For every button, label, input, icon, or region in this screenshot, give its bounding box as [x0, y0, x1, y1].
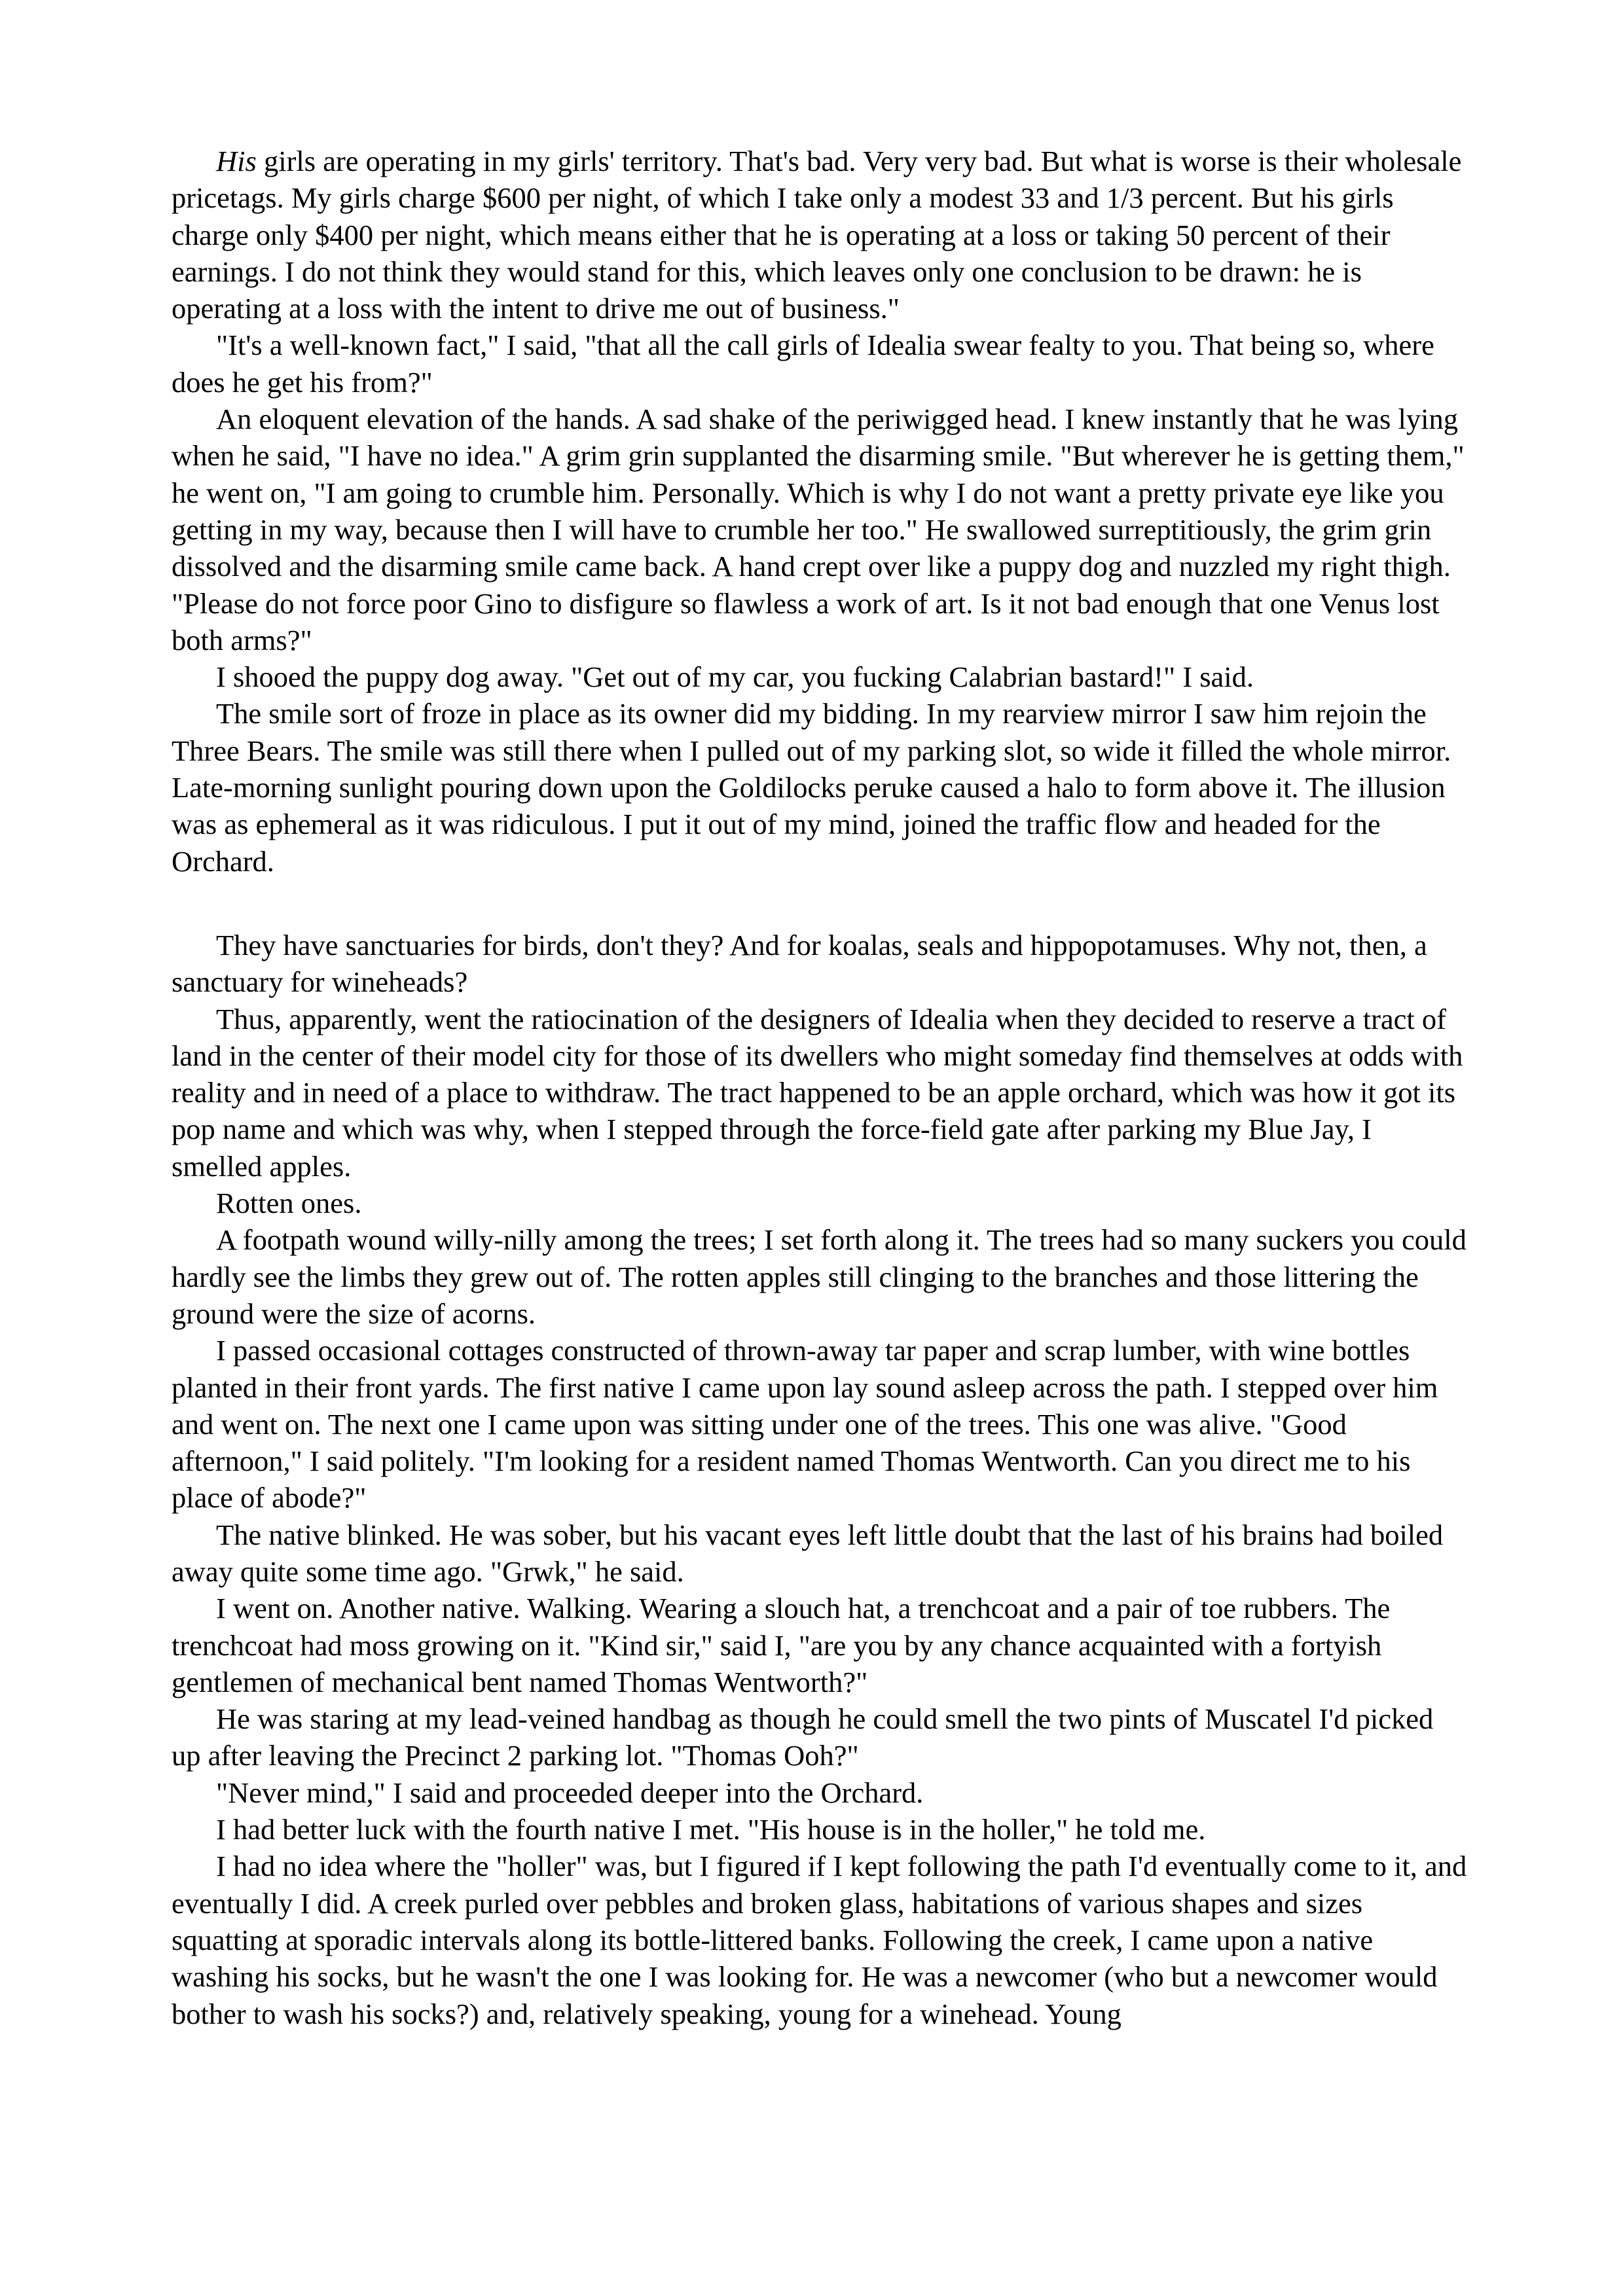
- paragraph-16: I had no idea where the "holler" was, but I figured if I kept following the path I'd eventually come to it, and eventually I did. A creek purled over pebbles and broken glass, habitations of various shapes and sizes squatting at sporadic intervals along its bottle-littered banks. Following the creek, I came upon a native washing his socks, but he wasn't the one I was looking for. He was a newcomer (who but a newcomer would bother to wash his socks?) and, relatively speaking, young for a winehead. Young: [172, 1850, 1467, 2030]
- paragraph-9: A footpath wound willy-nilly among the trees; I set forth along it. The trees had so many suckers you could hardly see the limbs they grew out of. The rotten apples still clinging to the branches and those littering the ground were the size of acorns.: [172, 1223, 1467, 1330]
- paragraph-3: An eloquent elevation of the hands. A sad shake of the periwigged head. I knew instantly that he was lying when he said, "I have no idea." A grim grin supplanted the disarming smile. "But wherever he is getting them," he went on, "I am going to crumble him. Personally. Which is why I do not want a pretty private eye like you getting in my way, because then I will have to crumble her too." He swallowed surreptitiously, the grim grin dissolved and the disarming smile came back. A hand crept over like a puppy dog and nuzzled my right thigh. "Please do not force poor Gino to disfigure so flawless a work of art. Is it not bad enough that one Venus lost both arms?": [172, 403, 1465, 656]
- paragraph-1-text: girls are operating in my girls' territory. That's bad. Very very bad. But what is worse is their wholesale pricetags. My girls charge $600 per night, of which I take only a modest 33 and 1/3 percent. But his girls charge only $400 per night, which means either that he is operating at a loss or taking 50 percent of their earnings. I do not think they would stand for this, which leaves only one conclusion to be drawn: he is operating at a loss with the intent to drive me out of business.": [172, 145, 1462, 325]
- paragraph-15: I had better luck with the fourth native I met. "His house is in the holler," he told me.: [216, 1813, 1206, 1846]
- paragraph-11: The native blinked. He was sober, but his vacant eyes left little doubt that the last of his brains had boiled away quite some time ago. "Grwk," he said.: [172, 1518, 1444, 1588]
- paragraph-4: I shooed the puppy dog away. "Get out of my car, you fucking Calabrian bastard!" I said.: [216, 660, 1254, 694]
- section-break: [172, 880, 1468, 927]
- paragraph-13: He was staring at my lead-veined handbag as though he could smell the two pints of Muscatel I'd picked up after leaving the Precinct 2 parking lot. "Thomas Ooh?": [172, 1702, 1434, 1772]
- paragraph-1: [172, 143, 1468, 327]
- paragraph-10: I passed occasional cottages constructed of thrown-away tar paper and scrap lumber, with wine bottles planted in their front yards. The first native I came upon lay sound asleep across the path. I stepped over him and went on. The next one I came upon was sitting under one of the trees. This one was alive. "Good afternoon," I said politely. "I'm looking for a resident named Thomas Wentworth. Can you direct me to his place of abode?": [172, 1334, 1438, 1515]
- paragraph-6: They have sanctuaries for birds, don't they? And for koalas, seals and hippopotamuses. Why not, then, a sanctuary for wineheads?: [172, 928, 1427, 999]
- paragraph-2: "It's a well-known fact," I said, "that all the call girls of Idealia swear fealty to you. That being so, where does he get his from?": [172, 329, 1434, 399]
- paragraph-12: I went on. Another native. Walking. Wearing a slouch hat, a trenchcoat and a pair of toe rubbers. The trenchcoat had moss growing on it. "Kind sir," said I, "are you by any chance acquainted with a fortyish gentlemen of mechanical bent named Thomas Wentworth?": [172, 1592, 1391, 1698]
- paragraph-7: Thus, apparently, went the ratiocination of the designers of Idealia when they decided to reserve a tract of land in the center of their model city for those of its dwellers who might someday find themselves at odds with reality and in need of a place to withdraw. The tract happened to be an apple orchard, which was how it got its pop name and which was why, when I stepped through the force-field gate after parking my Blue Jay, I smelled apples.: [172, 1002, 1463, 1183]
- paragraph-8: Rotten ones.: [216, 1187, 362, 1220]
- document-page: [172, 143, 1468, 2032]
- paragraph-14: "Never mind," I said and proceeded deeper into the Orchard.: [216, 1776, 924, 1809]
- paragraph-5: The smile sort of froze in place as its owner did my bidding. In my rearview mirror I saw him rejoin the Three Bears. The smile was still there when I pulled out of my parking slot, so wide it filled the whole mirror. Late-morning sunlight pouring down upon the Goldilocks peruke caused a halo to form above it. The illusion was as ephemeral as it was ridiculous. I put it out of my mind, joined the traffic flow and headed for the Orchard.: [172, 697, 1451, 878]
- emphasis-his: His: [216, 145, 257, 177]
